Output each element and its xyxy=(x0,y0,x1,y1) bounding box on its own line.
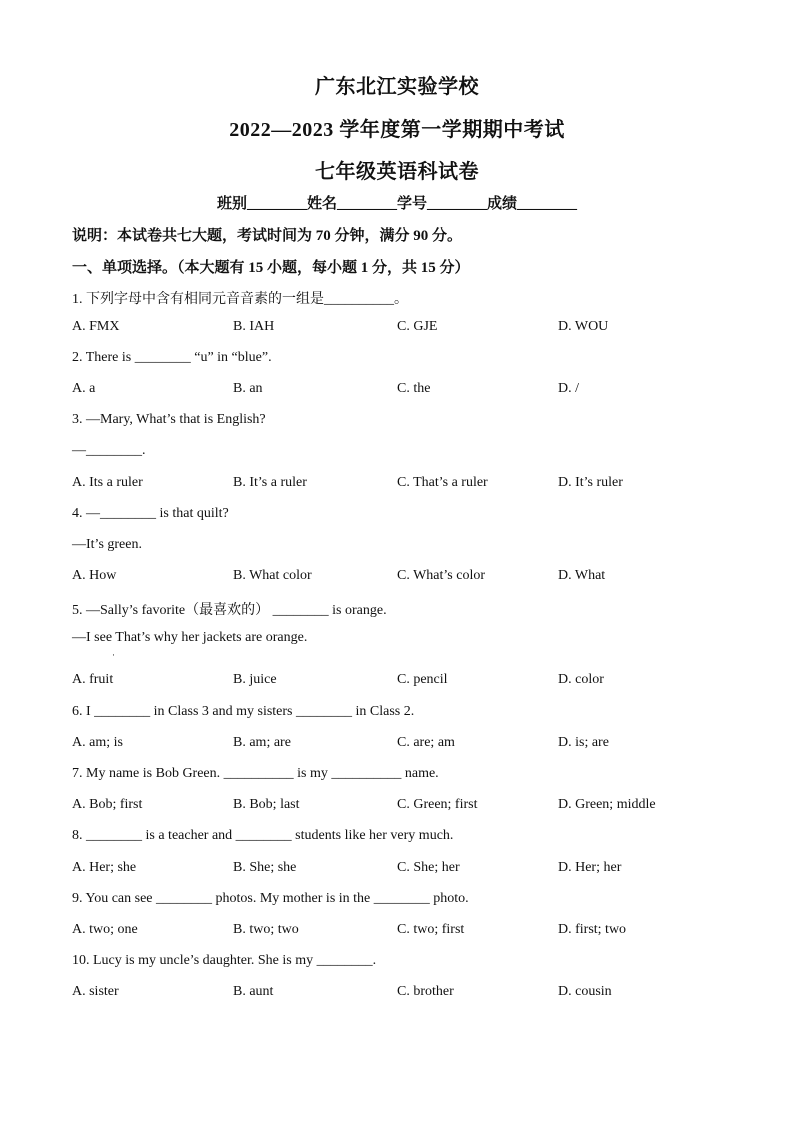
question-8-option-b: B. She; she xyxy=(233,860,297,875)
question-4-reply: —It’s green. xyxy=(72,537,142,552)
question-1-option-b: B. IAH xyxy=(233,319,275,334)
stray-mark: · xyxy=(112,650,115,660)
question-3-option-a: A. Its a ruler xyxy=(72,475,143,490)
question-4-option-a: A. How xyxy=(72,568,117,583)
question-6-option-b: B. am; are xyxy=(233,735,291,750)
question-5-option-d: D. color xyxy=(558,672,604,687)
question-3-option-d: D. It’s ruler xyxy=(558,475,623,490)
question-4-option-b: B. What color xyxy=(233,568,312,583)
question-8-option-c: C. She; her xyxy=(397,860,460,875)
question-9-option-c: C. two; first xyxy=(397,922,465,937)
question-8-option-d: D. Her; her xyxy=(558,860,622,875)
question-10-option-c: C. brother xyxy=(397,984,454,999)
question-5-stem: 5. —Sally’s favorite（最喜欢的） ________ is orange. xyxy=(72,603,387,618)
question-10-option-b: B. aunt xyxy=(233,984,274,999)
question-2-option-b: B. an xyxy=(233,381,263,396)
question-9-option-d: D. first; two xyxy=(558,922,627,937)
question-7-option-a: A. Bob; first xyxy=(72,797,143,812)
question-6-option-a: A. am; is xyxy=(72,735,123,750)
question-10-option-a: A. sister xyxy=(72,984,119,999)
question-9-stem: 9. You can see ________ photos. My mother is in the ________ photo. xyxy=(72,891,469,906)
question-7-option-c: C. Green; first xyxy=(397,797,478,812)
question-2-option-a: A. a xyxy=(72,381,96,396)
question-6-option-c: C. are; am xyxy=(397,735,455,750)
question-2-option-d: D. / xyxy=(558,381,579,396)
question-1-option-d: D. WOU xyxy=(558,319,609,334)
question-3-stem: 3. —Mary, What’s that is English? xyxy=(72,412,266,427)
question-3-reply: —________. xyxy=(72,443,146,458)
question-7-option-d: D. Green; middle xyxy=(558,797,656,812)
question-4-option-c: C. What’s color xyxy=(397,568,486,583)
question-5-option-c: C. pencil xyxy=(397,672,448,687)
school-title: 广东北江实验学校 xyxy=(315,76,479,98)
exam-term-title: 2022—2023 学年度第一学期期中考试 xyxy=(229,119,565,141)
question-5-option-b: B. juice xyxy=(233,672,277,687)
question-3-option-b: B. It’s a ruler xyxy=(233,475,307,490)
question-1-option-a: A. FMX xyxy=(72,319,120,334)
question-8-stem: 8. ________ is a teacher and ________ students like her very much. xyxy=(72,828,454,843)
section-heading: 一、单项选择。（本大题有 15 小题，每小题 1 分，共 15 分） xyxy=(72,260,470,276)
question-2-stem: 2. There is ________ “u” in “blue”. xyxy=(72,350,272,365)
question-9-option-b: B. two; two xyxy=(233,922,299,937)
question-6-stem: 6. I ________ in Class 3 and my sisters ________ in Class 2. xyxy=(72,704,415,719)
exam-instructions: 说明：本试卷共七大题，考试时间为 70 分钟，满分 90 分。 xyxy=(72,228,463,244)
question-6-option-d: D. is; are xyxy=(558,735,609,750)
question-9-option-a: A. two; one xyxy=(72,922,138,937)
question-3-option-c: C. That’s a ruler xyxy=(397,475,488,490)
question-5-option-a: A. fruit xyxy=(72,672,114,687)
question-4-option-d: D. What xyxy=(558,568,606,583)
question-10-stem: 10. Lucy is my uncle’s daughter. She is my ________. xyxy=(72,953,377,968)
question-8-option-a: A. Her; she xyxy=(72,860,137,875)
question-5-reply: —I see That’s why her jackets are orange. xyxy=(72,630,308,645)
question-1-stem: 1. 下列字母中含有相同元音音素的一组是__________。 xyxy=(72,292,408,307)
question-7-option-b: B. Bob; last xyxy=(233,797,300,812)
subject-title: 七年级英语科试卷 xyxy=(315,161,479,183)
question-1-option-c: C. GJE xyxy=(397,319,438,334)
question-10-option-d: D. cousin xyxy=(558,984,612,999)
question-7-stem: 7. My name is Bob Green. __________ is my __________ name. xyxy=(72,766,439,781)
question-4-stem: 4. —________ is that quilt? xyxy=(72,506,229,521)
question-2-option-c: C. the xyxy=(397,381,431,396)
student-info-fields: 班别________姓名________学号________成绩________ xyxy=(216,196,577,212)
